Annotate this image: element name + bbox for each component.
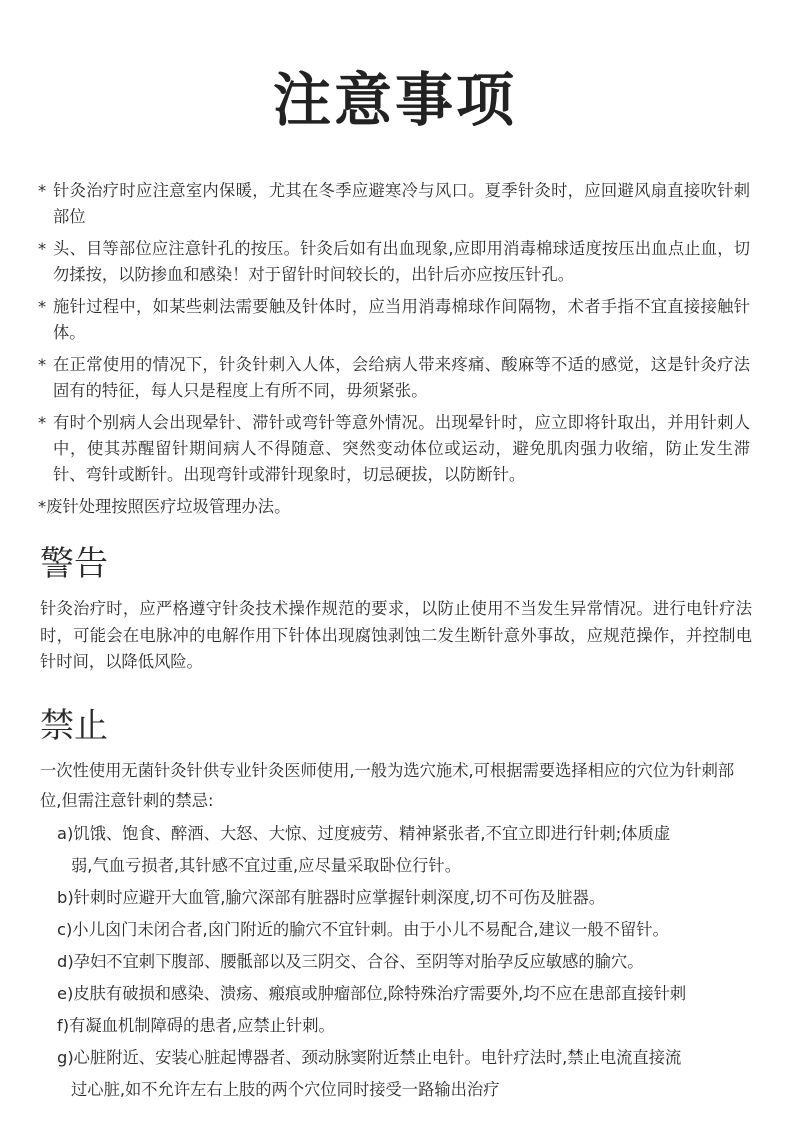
precaution-item: [38, 352, 750, 404]
precaution-item-disposal: *废针处理按照医疗垃圾管理办法。: [38, 497, 291, 516]
prohibition-item-text: c)小儿囟门未闭合者,囟门附近的腧穴不宜针刺。由于小儿不易配合,建议一般不留针。: [57, 920, 669, 939]
prohibition-heading: 禁止: [40, 706, 108, 746]
warning-body: 针灸治疗时，应严格遵守针灸技术操作规范的要求，以防止使用不当发生异常情况。进行电针疗法时，可能会在电脉冲的电解作用下针体出现腐蚀剥蚀二发生断针意外事故，应规范操作，并控制电针时间，以降低风险。: [40, 599, 752, 671]
prohibition-item-text: e)皮肤有破损和感染、溃疡、瘢痕或肿瘤部位,除特殊治疗需要外,均不应在患部直接针刺: [57, 984, 687, 1003]
precaution-text: 头、目等部位应注意针孔的按压。针灸后如有出血现象,应即用消毒棉球适度按压出血点止血，切勿揉按，以防掺血和感染！对于留针时间较长的，出针后亦应按压针孔。: [53, 239, 750, 284]
bullet-star: *: [38, 413, 47, 432]
precaution-item: [38, 294, 750, 346]
prohibition-item-text: f)有凝血机制障碍的患者,应禁止针刺。: [57, 1016, 335, 1035]
bullet-star: *: [38, 239, 47, 258]
precaution-text: 有时个别病人会出现晕针、滞针或弯针等意外情况。出现晕针时，应立即将针取出，并用针刺人中，使其苏醒留针期间病人不得随意、突然变动体位或运动，避免肌肉强力收缩，防止发生滞针、弯针或断针。出现弯针或滞针现象时，切忌硬拔，以防断针。: [53, 413, 750, 484]
bullet-star: *: [38, 297, 47, 316]
precaution-item: [38, 178, 750, 230]
prohibition-item-f: [57, 1010, 752, 1042]
precautions-list: [38, 178, 750, 526]
precaution-text: 在正常使用的情况下，针灸针刺入人体，会给病人带来疼痛、酸麻等不适的感觉，这是针灸疗法固有的特征，每人只是程度上有所不同，毋须紧张。: [53, 355, 750, 400]
prohibition-list: [57, 818, 752, 1106]
precaution-text: 施针过程中，如某些刺法需要触及针体时，应当用消毒棉球作间隔物，术者手指不宜直接接触针体。: [53, 297, 750, 342]
prohibition-intro: 一次性使用无菌针灸针供专业针灸医师使用,一般为选穴施术,可根据需要选择相应的穴位为针刺部位,但需注意针刺的禁忌:: [40, 761, 735, 810]
prohibition-item-b: [57, 882, 752, 914]
prohibition-item-d: [57, 946, 752, 978]
prohibition-item-text: d)孕妇不宜刺下腹部、腰骶部以及三阴交、合谷、至阴等对胎孕反应敏感的腧穴。: [57, 952, 644, 971]
prohibition-item-text: g)心脏附近、安装心脏起博器者、颈动脉窦附近禁止电针。电针疗法时,禁止电流直接流: [57, 1048, 682, 1067]
prohibition-item-c: [57, 914, 752, 946]
prohibition-item-text: a)饥饿、饱食、醉酒、大怒、大惊、过度疲劳、精神紧张者,不宜立即进行针刺;体质虚: [57, 824, 671, 843]
precaution-item: [38, 410, 750, 488]
precaution-text: 针灸治疗时应注意室内保暖，尤其在冬季应避寒冷与风口。夏季针灸时，应回避风扇直接吹针刺部位: [53, 181, 750, 226]
bullet-star: *: [38, 181, 47, 200]
prohibition-item-a: [57, 818, 752, 882]
warning-heading: 警告: [40, 544, 108, 584]
prohibition-item-text: b)针刺时应避开大血管,腧穴深部有脏器时应掌握针刺深度,切不可伤及脏器。: [57, 888, 606, 907]
prohibition-item-continuation: 过心脏,如不允许左右上肢的两个穴位同时接受一路输出治疗: [71, 1080, 500, 1099]
precaution-item: [38, 236, 750, 288]
bullet-star: *: [38, 355, 47, 374]
page-title: 注意事项: [272, 66, 517, 134]
prohibition-item-g: [57, 1042, 752, 1106]
prohibition-item-continuation: 弱,气血亏损者,其针感不宜过重,应尽量采取卧位行针。: [71, 856, 461, 875]
prohibition-item-e: [57, 978, 752, 1010]
